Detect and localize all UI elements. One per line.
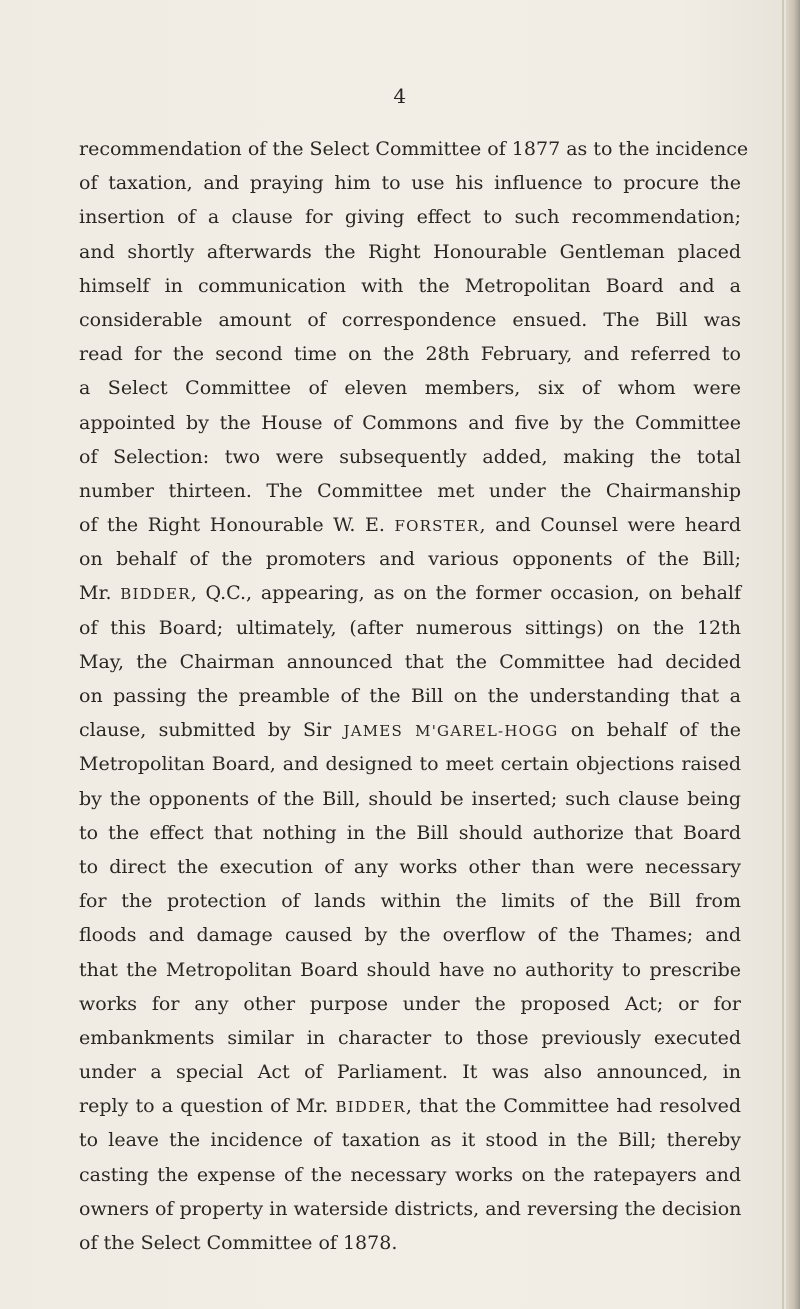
text-line: May, the Chairman announced that the Committee had decided — [79, 650, 741, 673]
text-segment: on behalf of the — [558, 719, 741, 742]
text-line: floods and damage caused by the overflow of the Thames; and — [79, 924, 741, 947]
small-caps-name: BIDDER — [120, 585, 191, 604]
page-edge-line — [782, 0, 784, 1309]
text-segment: clause, submitted by Sir — [79, 719, 344, 742]
text-line: for the protection of lands within the limits of the Bill from — [79, 890, 741, 913]
text-segment: , Q.C., appearing, as on the former occasion, on behalf — [190, 582, 742, 605]
text-segment: , and Counsel were heard — [479, 514, 741, 537]
text-line: Metropolitan Board, and designed to meet certain objections raised — [79, 753, 741, 776]
text-line: works for any other purpose under the proposed Act; or for — [79, 992, 741, 1015]
text-line: insertion of a clause for giving effect to such recommendation; — [79, 206, 741, 229]
small-caps-name: BIDDER — [335, 1098, 406, 1117]
text-line: read for the second time on the 28th February, and referred to — [79, 343, 741, 366]
text-line: of this Board; ultimately, (after numerous sittings) on the 12th — [79, 616, 741, 639]
text-line: by the opponents of the Bill, should be inserted; such clause being — [79, 787, 741, 810]
text-line: that the Metropolitan Board should have no authority to prescribe — [79, 958, 741, 981]
body-text — [79, 132, 749, 1260]
text-line: of Selection: two were subsequently added, making the total — [79, 445, 741, 468]
text-line: to direct the execution of any works other than were necessary — [79, 855, 741, 878]
text-line: embankments similar in character to those previously executed — [79, 1026, 741, 1049]
text-line: to leave the incidence of taxation as it stood in the Bill; thereby — [79, 1129, 741, 1152]
small-caps-name: FORSTER — [394, 517, 480, 536]
text-line — [79, 508, 741, 542]
text-line: himself in communication with the Metropolitan Board and a — [79, 274, 741, 297]
text-line — [79, 1089, 741, 1123]
text-line — [79, 713, 741, 747]
text-line: casting the expense of the necessary works on the ratepayers and — [79, 1163, 741, 1186]
text-line: on behalf of the promoters and various opponents of the Bill; — [79, 548, 741, 571]
text-line: number thirteen. The Committee met under the Chairmanship — [79, 479, 741, 502]
text-line: of the Select Committee of 1878. — [79, 1232, 398, 1254]
text-line: on passing the preamble of the Bill on the understanding that a — [79, 685, 741, 707]
text-line: considerable amount of correspondence ensued. The Bill was — [79, 308, 741, 331]
text-line: and shortly afterwards the Right Honourable Gentleman placed — [79, 240, 741, 263]
text-line: of taxation, and praying him to use his influence to procure the — [79, 172, 741, 195]
text-line: to the effect that nothing in the Bill should authorize that Board — [79, 821, 741, 844]
text-segment: of the Right Honourable W. E. — [79, 514, 395, 537]
text-line: appointed by the House of Commons and five by the Committee — [79, 411, 741, 434]
text-line: a Select Committee of eleven members, six of whom were — [79, 377, 741, 400]
text-line: under a special Act of Parliament. It was also announced, in — [79, 1061, 741, 1084]
text-line: recommendation of the Select Committee of 1877 as to the incidence — [79, 138, 749, 160]
page-edge-shadow — [786, 0, 800, 1309]
text-line: owners of property in waterside districts, and reversing the decision — [79, 1197, 742, 1220]
text-segment: , that the Committee had resolved — [405, 1095, 742, 1118]
text-segment: Mr. — [79, 582, 121, 605]
small-caps-name: JAMES M'GAREL-HOGG — [343, 722, 559, 741]
page-number: 4 — [393, 84, 407, 108]
text-segment: reply to a question of Mr. — [79, 1095, 336, 1118]
text-line — [79, 576, 741, 610]
